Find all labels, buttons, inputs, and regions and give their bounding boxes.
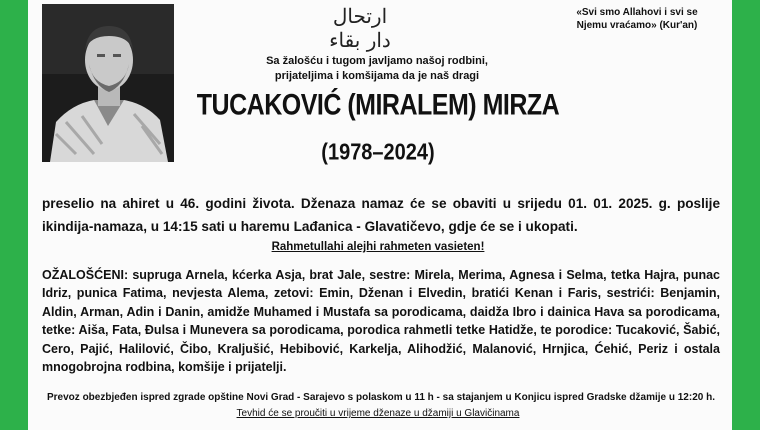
quran-quote [548,6,726,32]
dua-text: Rahmetullahi alejhi rahmeten vasieten! [271,241,485,253]
right-green-border [732,0,760,430]
intro-text [212,54,542,84]
obituary-card [28,0,732,430]
arabic-calligraphy: ارتحال دار بقاء [329,4,391,52]
quote-line: «Svi smo Allahovi i svi se [576,7,698,18]
intro-line: Sa žalošću i tugom javljamo našoj rodbini, [266,55,488,67]
portrait-photo [42,4,174,162]
left-green-border [0,0,28,430]
mourners-list: OŽALOŠĆENI: supruga Arnela, kćerka Asja, brat Jale, sestre: Mirela, Merima, Agnesa i Selma, tetka Hajra, punac Idriz, punica Fatima, nevjesta Alema, zetovi: Emin, Dženan i Elvedin, bratići Kenan i Faris, sestrići: Benjamin, Aldin, Arman, Adin i Danin, amidže Muhamed i Mustafa sa porodicama, daidža Ibro i dainica Hava sa porodicama, tetke: Aiša, Fata, Đulsa i Munevera sa porodicama, porodica rahmetli tetke Hatidže, te porodice: Tucaković, Šabić, Cero, Pajić, Halilović, Čibo, Kraljušić, Hebibović, Karkelja, Alihodžić, Malanović, Hrnjica, Ćehić, Periz i ostala mnogobrojna rodbina, komšije i prijatelji. [42,268,720,375]
deceased-name: TUCAKOVIĆ (MIRALEM) MIRZA [196,88,560,122]
intro-line: prijateljima i komšijama da je naš dragi [274,70,480,82]
quote-line: Njemu vraćamo» (Kur'an) [576,20,698,31]
tevhid-note: Tevhid će se proučiti u vrijeme dženaze u džamiji u Glavičinama [236,408,520,419]
funeral-announcement: preselio na ahiret u 46. godini života. Dženaza namaz će se obaviti u srijedu 01. 01. 2025. g. poslije ikindija-namaza, u 14:15 sati u haremu Lađanica - Glavatičevo, gdje će se i ukopati. [42,196,720,234]
life-years: (1978–2024) [321,140,435,166]
transport-note: Prevoz obezbjeđen ispred zgrade opštine Novi Grad - Sarajevo s polaskom u 11 h - sa stajanjem u Konjicu ispred Gradske džamije u 12:20 h. [47,392,715,403]
